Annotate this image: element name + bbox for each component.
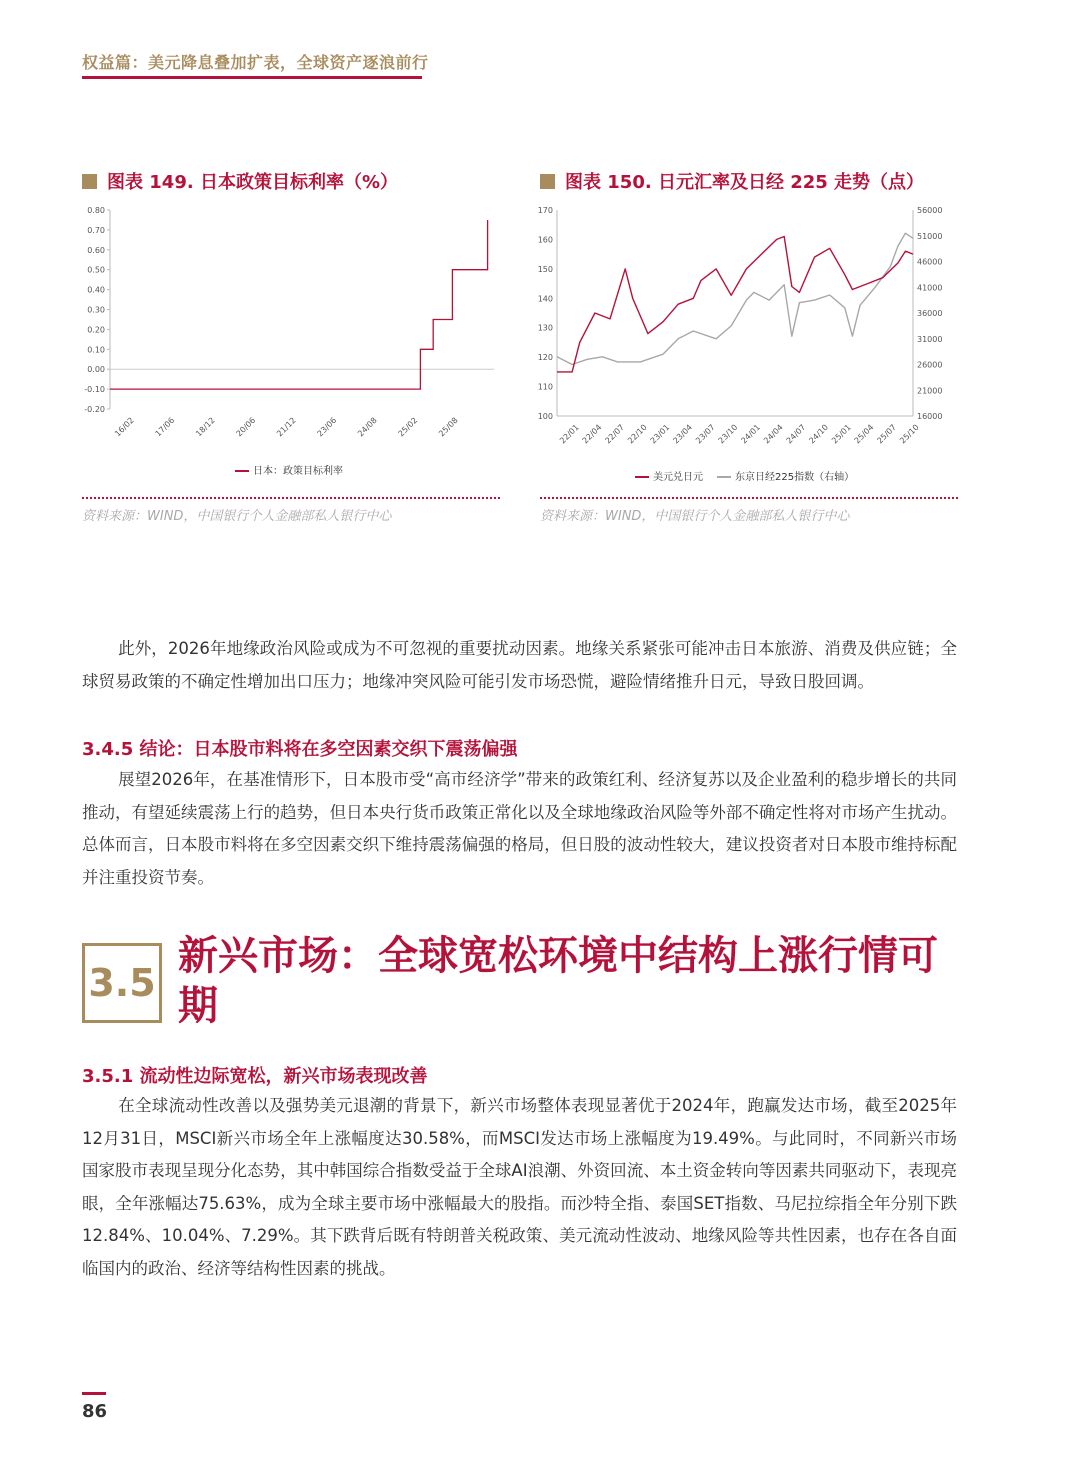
figure-marker-icon <box>540 174 555 189</box>
y-tick-label: 0.50 <box>87 265 105 275</box>
x-tick-label: 17/06 <box>153 415 177 439</box>
y-left-tick-label: 110 <box>537 382 553 392</box>
y-tick-label: 0.60 <box>87 245 105 255</box>
figure-divider <box>82 497 500 499</box>
y-right-tick-label: 41000 <box>917 283 943 293</box>
x-tick-label: 24/10 <box>807 422 831 446</box>
figure-150-title-text: 图表 150. 日元汇率及日经 225 走势（点） <box>565 172 925 193</box>
figure-150-source: 资料来源：WIND，中国银行个人金融部私人银行中心 <box>540 509 850 524</box>
y-right-tick-label: 16000 <box>917 412 943 421</box>
paragraph-geopolitics <box>82 633 957 698</box>
chart-yen-nikkei <box>535 198 960 490</box>
y-tick-label: 0.40 <box>87 285 105 295</box>
y-tick-label: 0.10 <box>87 345 105 355</box>
y-right-tick-label: 21000 <box>917 386 943 396</box>
page-header-title: 权益篇：美元降息叠加扩表，全球资产逐浪前行 <box>82 53 429 72</box>
chart-policy-rate <box>82 198 502 490</box>
paragraph-text: 展望2026年，在基准情形下，日本股市受“高市经济学”带来的政策红利、经济复苏以及企业盈利的稳步增长的共同推动，有望延续震荡上行的趋势，但日本央行货币政策正常化以及全球地缘政治风险等外部不确定性将对市场产生扰动。总体而言，日本股市料将在多空因素交织下维持震荡偏强的格局，但日股的波动性较大，建议投资者对日本股市维持标配并注重投资节奏。 <box>82 770 957 887</box>
figure-149-title-text: 图表 149. 日本政策目标利率（%） <box>107 172 398 193</box>
footer-rule <box>82 1392 106 1395</box>
paragraph-conclusion <box>82 764 957 894</box>
legend-label-nikkei: 东京日经225指数（右轴） <box>735 472 855 483</box>
x-tick-label: 25/01 <box>830 422 853 446</box>
y-left-tick-label: 130 <box>537 323 553 333</box>
y-right-tick-label: 36000 <box>917 309 943 318</box>
section-number-box: 3.5 <box>82 943 162 1023</box>
figure-divider <box>540 497 958 499</box>
paragraph-text: 此外，2026年地缘政治风险或成为不可忽视的重要扰动因素。地缘关系紧张可能冲击日本旅游、消费及供应链；全球贸易政策的不确定性增加出口压力；地缘冲突风险可能引发市场恐慌，避险情绪推升日元，导致日股回调。 <box>82 639 957 691</box>
y-tick-label: 0.20 <box>87 325 105 335</box>
x-tick-label: 23/07 <box>694 422 717 446</box>
y-right-tick-label: 56000 <box>917 206 943 215</box>
figure-149-source: 资料来源：WIND，中国银行个人金融部私人银行中心 <box>82 509 392 524</box>
x-tick-label: 23/04 <box>671 422 695 446</box>
y-tick-label: 0.80 <box>87 206 105 215</box>
paragraph-emerging-markets <box>82 1090 957 1285</box>
x-tick-label: 24/07 <box>784 422 808 446</box>
subsection-heading-351: 3.5.1 流动性边际宽松，新兴市场表现改善 <box>82 1066 428 1087</box>
y-left-tick-label: 100 <box>537 412 553 421</box>
x-tick-label: 25/08 <box>437 415 460 439</box>
figure-marker-icon <box>82 174 97 189</box>
x-tick-label: 24/04 <box>762 422 785 446</box>
series-line-usdjpy <box>557 237 913 372</box>
y-left-tick-label: 150 <box>537 264 553 274</box>
x-tick-label: 22/01 <box>558 422 581 446</box>
x-tick-label: 21/12 <box>275 415 298 439</box>
page-number: 86 <box>82 1401 108 1422</box>
subsection-heading-345: 3.4.5 结论：日本股市料将在多空因素交织下震荡偏强 <box>82 739 518 760</box>
x-tick-label: 25/04 <box>852 422 876 446</box>
y-left-tick-label: 160 <box>537 235 553 245</box>
x-tick-label: 22/04 <box>580 422 604 446</box>
y-tick-label: 0.70 <box>87 225 105 235</box>
x-tick-label: 23/01 <box>648 422 672 446</box>
x-tick-label: 22/07 <box>603 422 627 446</box>
y-tick-label: -0.20 <box>84 405 105 414</box>
legend-label: 日本：政策目标利率 <box>253 466 343 477</box>
section-title: 新兴市场：全球宽松环境中结构上涨行情可期 <box>178 933 938 1029</box>
y-right-tick-label: 31000 <box>917 334 943 344</box>
x-tick-label: 23/06 <box>315 415 339 439</box>
y-right-tick-label: 26000 <box>917 360 943 370</box>
y-right-tick-label: 46000 <box>917 257 943 267</box>
y-tick-label: -0.10 <box>84 385 105 395</box>
header-rule <box>82 76 422 79</box>
x-tick-label: 20/06 <box>234 415 258 439</box>
y-tick-label: 0.30 <box>87 305 105 315</box>
x-tick-label: 24/08 <box>356 415 379 439</box>
x-tick-label: 25/02 <box>396 415 420 439</box>
x-tick-label: 22/10 <box>626 422 649 446</box>
series-line-policy-rate <box>110 220 488 389</box>
paragraph-text: 在全球流动性改善以及强势美元退潮的背景下，新兴市场整体表现显著优于2024年，跑赢发达市场，截至2025年12月31日，MSCI新兴市场全年上涨幅度达30.58%，而MSCI发达市场上涨幅度为19.49%。与此同时，不同新兴市场国家股市表现呈现分化态势，其中韩国综合指数受益于全球AI浪潮、外资回流、本土资金转向等因素共同驱动下，表现亮眼，全年涨幅达75.63%，成为全球主要市场中涨幅最大的股指。而沙特全指、泰国SET指数、马尼拉综指全年分别下跌12.84%、10.04%、7.29%。其下跌背后既有特朗普关税政策、美元流动性波动、地缘风险等共性因素，也存在各自面临国内的政治、经济等结构性因素的挑战。 <box>82 1096 957 1278</box>
legend-label-usdjpy: 美元兑日元 <box>653 472 703 483</box>
y-left-tick-label: 170 <box>537 206 553 215</box>
x-tick-label: 23/10 <box>716 422 740 446</box>
x-tick-label: 16/02 <box>113 415 136 439</box>
x-tick-label: 25/10 <box>898 422 921 446</box>
y-left-tick-label: 140 <box>537 294 553 304</box>
x-tick-label: 18/12 <box>194 415 217 439</box>
y-left-tick-label: 120 <box>537 353 553 363</box>
series-line-nikkei225 <box>557 233 913 364</box>
y-right-tick-label: 51000 <box>917 231 943 241</box>
x-tick-label: 25/07 <box>875 422 899 446</box>
x-tick-label: 24/01 <box>739 422 763 446</box>
figure-149-title <box>82 168 398 194</box>
figure-150-title <box>540 168 924 194</box>
y-tick-label: 0.00 <box>87 365 105 375</box>
